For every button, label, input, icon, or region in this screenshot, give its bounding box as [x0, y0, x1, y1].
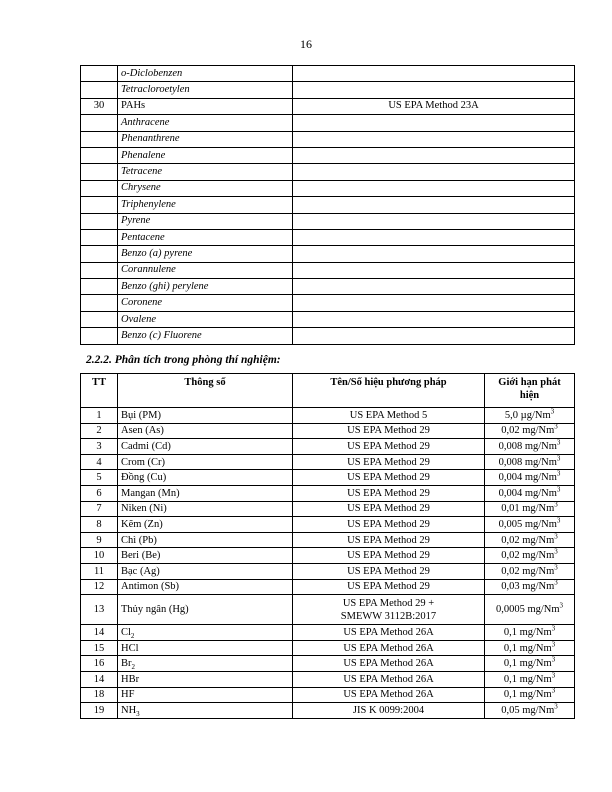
table-row — [81, 656, 575, 672]
detection-limit-cell — [485, 703, 575, 719]
method-cell — [293, 311, 575, 327]
row-number: 9 — [81, 532, 118, 548]
method-name: US EPA Method 29 — [347, 425, 430, 437]
row-number: 3 — [81, 439, 118, 455]
method-cell — [293, 147, 575, 163]
parameter-name: Chì (Pb) — [121, 534, 157, 546]
table-row — [81, 115, 575, 131]
unit-superscript: 3 — [551, 624, 556, 633]
method-cell — [293, 470, 485, 486]
detection-limit-cell — [485, 595, 575, 625]
row-number — [81, 180, 118, 196]
compound-name: PAHs — [118, 98, 293, 114]
detection-limit: 0,005 mg/Nm — [498, 518, 557, 530]
detection-limit: 0,0005 mg/Nm — [495, 604, 560, 616]
unit-superscript: 3 — [556, 485, 561, 494]
parameter-subscript: 2 — [131, 663, 135, 672]
table-row — [81, 131, 575, 147]
row-number — [81, 279, 118, 295]
detection-limit-cell — [485, 454, 575, 470]
unit-superscript: 3 — [554, 702, 558, 711]
method-cell — [293, 213, 575, 229]
table-row — [81, 579, 575, 595]
unit-superscript: 3 — [554, 563, 558, 572]
table-row — [81, 517, 575, 533]
table-row — [81, 328, 575, 344]
table-row — [81, 640, 575, 656]
method-cell — [293, 180, 575, 196]
detection-limit: 0,008 mg/Nm — [498, 456, 557, 468]
method-cell — [293, 197, 575, 213]
compound-name: Ovalene — [118, 311, 293, 327]
header-param: Thông số — [118, 374, 293, 408]
parameter-cell — [118, 579, 293, 595]
row-number: 8 — [81, 517, 118, 533]
method-cell — [293, 423, 485, 439]
row-number: 10 — [81, 548, 118, 564]
unit-superscript: 3 — [559, 601, 564, 610]
header-tt: TT — [81, 374, 118, 408]
parameter-cell — [118, 501, 293, 517]
detection-limit-cell — [485, 579, 575, 595]
lab-analysis-table-body — [81, 408, 575, 719]
method-cell — [293, 548, 485, 564]
parameter-name: Cadmi (Cd) — [121, 440, 171, 452]
table-row — [81, 703, 575, 719]
method-cell — [293, 687, 485, 703]
compound-name: Benzo (a) pyrene — [118, 246, 293, 262]
table-row — [81, 246, 575, 262]
row-number: 2 — [81, 423, 118, 439]
table-row — [81, 66, 575, 82]
table-row — [81, 454, 575, 470]
method-name: US EPA Method 26A — [343, 658, 434, 670]
parameter-cell — [118, 485, 293, 501]
detection-limit-cell — [485, 548, 575, 564]
row-number — [81, 246, 118, 262]
method-name: US EPA Method 29 — [347, 487, 430, 499]
compound-name: Triphenylene — [118, 197, 293, 213]
table-row — [81, 687, 575, 703]
row-number — [81, 164, 118, 180]
parameter-cell — [118, 517, 293, 533]
unit-superscript: 3 — [550, 407, 555, 416]
method-cell: US EPA Method 23A — [293, 98, 575, 114]
parameter-cell — [118, 595, 293, 625]
method-name: US EPA Method 29 — [347, 581, 430, 593]
method-cell — [293, 454, 485, 470]
method-name: US EPA Method 29 — [347, 565, 430, 577]
method-name: US EPA Method 26A — [343, 689, 434, 701]
detection-limit: 0,1 mg/Nm — [503, 642, 552, 654]
method-name-line2: SMEWW 3112B:2017 — [340, 610, 437, 622]
row-number — [81, 295, 118, 311]
row-number: 4 — [81, 454, 118, 470]
row-number — [81, 147, 118, 163]
row-number: 11 — [81, 563, 118, 579]
table-row — [81, 408, 575, 424]
unit-superscript: 3 — [554, 578, 558, 587]
detection-limit: 0,008 mg/Nm — [498, 440, 557, 452]
table-row — [81, 98, 575, 114]
parameter-name: Beri (Be) — [121, 550, 161, 562]
detection-limit: 0,1 mg/Nm — [503, 689, 552, 701]
parameter-name: Thủy ngân (Hg) — [121, 604, 189, 616]
unit-superscript: 3 — [554, 532, 558, 541]
compound-name: Tetracloroetylen — [118, 82, 293, 98]
detection-limit-cell — [485, 470, 575, 486]
parameter-name: HF — [121, 689, 135, 701]
parameter-cell — [118, 439, 293, 455]
parameter-name: Bụi (PM) — [121, 409, 161, 421]
method-cell — [293, 82, 575, 98]
table-row — [81, 147, 575, 163]
table-row — [81, 229, 575, 245]
detection-limit: 0,004 mg/Nm — [498, 472, 557, 484]
method-cell — [293, 532, 485, 548]
row-number: 18 — [81, 687, 118, 703]
method-name: US EPA Method 29 — [347, 518, 430, 530]
detection-limit-cell — [485, 408, 575, 424]
method-name: US EPA Method 29 — [347, 472, 430, 484]
row-number — [81, 66, 118, 82]
method-cell — [293, 115, 575, 131]
method-cell — [293, 501, 485, 517]
unit-superscript: 3 — [554, 547, 558, 556]
parameter-name: HBr — [121, 673, 140, 685]
table-row — [81, 262, 575, 278]
method-name: US EPA Method 26A — [343, 673, 434, 685]
row-number — [81, 328, 118, 344]
method-cell — [293, 328, 575, 344]
compound-table-body — [81, 66, 575, 345]
parameter-name: NH — [121, 704, 137, 716]
section-heading: 2.2.2. Phân tích trong phòng thí nghiệm: — [86, 354, 281, 366]
unit-superscript: 3 — [556, 454, 561, 463]
method-cell — [293, 703, 485, 719]
method-name: US EPA Method 29 — [347, 503, 430, 515]
detection-limit: 0,1 mg/Nm — [503, 658, 552, 670]
table-row — [81, 625, 575, 641]
header-limit: Giới hạn phát hiện — [485, 374, 575, 408]
detection-limit-cell — [485, 671, 575, 687]
row-number: 14 — [81, 671, 118, 687]
method-cell — [293, 246, 575, 262]
method-cell — [293, 131, 575, 147]
table-row — [81, 295, 575, 311]
detection-limit-cell — [485, 687, 575, 703]
method-name: US EPA Method 29 — [347, 550, 430, 562]
detection-limit: 0,02 mg/Nm — [501, 565, 555, 577]
row-number: 15 — [81, 640, 118, 656]
method-cell — [293, 517, 485, 533]
parameter-cell — [118, 563, 293, 579]
unit-superscript: 3 — [554, 500, 558, 509]
parameter-cell — [118, 423, 293, 439]
row-number — [81, 213, 118, 229]
parameter-name: Crom (Cr) — [121, 456, 166, 468]
table-row — [81, 470, 575, 486]
parameter-cell — [118, 408, 293, 424]
parameter-name: Br — [121, 658, 132, 670]
detection-limit: 0,004 mg/Nm — [498, 487, 557, 499]
method-name: US EPA Method 26A — [343, 626, 434, 638]
method-name: US EPA Method 29 + — [342, 597, 435, 609]
row-number — [81, 82, 118, 98]
parameter-cell — [118, 640, 293, 656]
table-row — [81, 164, 575, 180]
row-number — [81, 197, 118, 213]
parameter-name: Antimon (Sb) — [121, 581, 180, 593]
detection-limit: 0,1 mg/Nm — [503, 673, 552, 685]
detection-limit-cell — [485, 656, 575, 672]
method-cell — [293, 625, 485, 641]
parameter-name: Asen (As) — [121, 425, 164, 437]
method-cell — [293, 408, 485, 424]
method-cell — [293, 640, 485, 656]
parameter-name: Bạc (Ag) — [121, 565, 160, 577]
parameter-subscript: 3 — [136, 709, 140, 718]
row-number: 16 — [81, 656, 118, 672]
parameter-name: HCl — [121, 642, 139, 654]
parameter-cell — [118, 656, 293, 672]
unit-superscript: 3 — [556, 516, 561, 525]
detection-limit: 0,01 mg/Nm — [501, 503, 555, 515]
method-cell — [293, 579, 485, 595]
detection-limit-cell — [485, 640, 575, 656]
method-name: US EPA Method 29 — [347, 440, 430, 452]
table-row — [81, 501, 575, 517]
method-cell — [293, 439, 485, 455]
method-cell — [293, 295, 575, 311]
parameter-name: Mangan (Mn) — [121, 487, 180, 499]
detection-limit-cell — [485, 532, 575, 548]
compound-name: Coronene — [118, 295, 293, 311]
method-name: US EPA Method 5 — [349, 409, 428, 421]
unit-superscript: 3 — [551, 655, 556, 664]
detection-limit: 0,02 mg/Nm — [501, 425, 555, 437]
table-row — [81, 213, 575, 229]
detection-limit: 0,1 mg/Nm — [503, 626, 552, 638]
detection-limit: 0,02 mg/Nm — [501, 534, 555, 546]
compound-name: Chrysene — [118, 180, 293, 196]
compound-name: Pentacene — [118, 229, 293, 245]
method-cell — [293, 671, 485, 687]
table-row — [81, 82, 575, 98]
row-number: 12 — [81, 579, 118, 595]
table-row — [81, 311, 575, 327]
unit-superscript: 3 — [554, 422, 558, 431]
method-cell — [293, 262, 575, 278]
row-number: 6 — [81, 485, 118, 501]
unit-superscript: 3 — [551, 686, 556, 695]
detection-limit-cell — [485, 439, 575, 455]
page-number: 16 — [300, 37, 312, 51]
compound-name: o-Diclobenzen — [118, 66, 293, 82]
unit-superscript: 3 — [556, 469, 561, 478]
table-row — [81, 180, 575, 196]
table-row — [81, 279, 575, 295]
detection-limit: 0,05 mg/Nm — [501, 704, 555, 716]
compound-name: Corannulene — [118, 262, 293, 278]
row-number — [81, 311, 118, 327]
compound-name: Phenanthrene — [118, 131, 293, 147]
unit-superscript: 3 — [551, 640, 556, 649]
detection-limit-cell — [485, 517, 575, 533]
method-name: US EPA Method 26A — [343, 642, 434, 654]
method-name: US EPA Method 29 — [347, 456, 430, 468]
method-cell — [293, 164, 575, 180]
row-number: 1 — [81, 408, 118, 424]
parameter-name: Niken (Ni) — [121, 503, 167, 515]
compound-name: Anthracene — [118, 115, 293, 131]
detection-limit-cell — [485, 423, 575, 439]
row-number: 30 — [81, 98, 118, 114]
parameter-name: Đồng (Cu) — [121, 472, 167, 484]
method-cell — [293, 66, 575, 82]
table-row — [81, 423, 575, 439]
compound-name: Pyrene — [118, 213, 293, 229]
detection-limit-cell — [485, 485, 575, 501]
table-row — [81, 485, 575, 501]
table-row — [81, 197, 575, 213]
parameter-cell — [118, 625, 293, 641]
table-row — [81, 439, 575, 455]
compound-name: Benzo (ghi) perylene — [118, 279, 293, 295]
parameter-cell — [118, 548, 293, 564]
row-number: 5 — [81, 470, 118, 486]
method-cell — [293, 595, 485, 625]
table-row — [81, 595, 575, 625]
parameter-cell — [118, 532, 293, 548]
parameter-cell — [118, 470, 293, 486]
detection-limit-cell — [485, 501, 575, 517]
row-number — [81, 131, 118, 147]
header-row — [81, 374, 575, 408]
method-cell — [293, 279, 575, 295]
detection-limit: 5,0 µg/Nm — [504, 409, 551, 421]
detection-limit: 0,02 mg/Nm — [501, 550, 555, 562]
parameter-subscript: 2 — [130, 632, 135, 641]
detection-limit-cell — [485, 563, 575, 579]
method-cell — [293, 656, 485, 672]
row-number: 19 — [81, 703, 118, 719]
lab-analysis-table — [80, 373, 575, 719]
parameter-cell — [118, 687, 293, 703]
compound-name: Tetracene — [118, 164, 293, 180]
method-cell — [293, 485, 485, 501]
method-name: JIS K 0099:2004 — [352, 704, 425, 716]
compound-name: Benzo (c) Fluorene — [118, 328, 293, 344]
row-number: 7 — [81, 501, 118, 517]
unit-superscript: 3 — [556, 438, 561, 447]
table-row — [81, 548, 575, 564]
detection-limit-cell — [485, 625, 575, 641]
table-row — [81, 671, 575, 687]
method-cell — [293, 229, 575, 245]
row-number — [81, 115, 118, 131]
table-row — [81, 532, 575, 548]
parameter-name: Cl — [121, 626, 131, 638]
parameter-cell — [118, 671, 293, 687]
row-number — [81, 229, 118, 245]
row-number — [81, 262, 118, 278]
parameter-cell — [118, 454, 293, 470]
compound-table — [80, 65, 575, 345]
unit-superscript: 3 — [551, 671, 556, 680]
method-cell — [293, 563, 485, 579]
method-name: US EPA Method 29 — [347, 534, 430, 546]
compound-name: Phenalene — [118, 147, 293, 163]
header-method: Tên/Số hiệu phương pháp — [293, 374, 485, 408]
parameter-cell — [118, 703, 293, 719]
parameter-name: Kẽm (Zn) — [121, 518, 163, 530]
row-number: 13 — [81, 595, 118, 625]
detection-limit: 0,03 mg/Nm — [501, 581, 555, 593]
table-row — [81, 563, 575, 579]
row-number: 14 — [81, 625, 118, 641]
